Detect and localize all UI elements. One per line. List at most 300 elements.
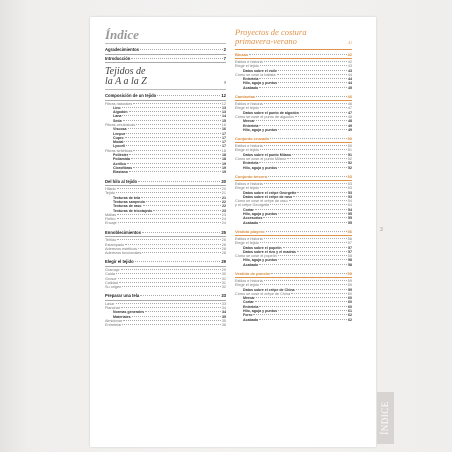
- toc-entry-page: 26: [221, 242, 226, 247]
- toc-entry-label: Lyocell: [113, 144, 126, 149]
- toc-entry-page: 62: [348, 313, 352, 318]
- leader-dots: [278, 70, 347, 71]
- toc-entry-label: Entretela: [243, 161, 259, 166]
- toc-entry-label: Mercar: [243, 296, 255, 301]
- toc-entry-label: Mercar: [243, 119, 255, 124]
- toc-entry-page: 48: [347, 114, 352, 119]
- toc-entry-label: Hilo, aguja y puntos: [243, 127, 278, 132]
- leader-dots: [260, 187, 347, 188]
- leader-dots: [157, 95, 220, 96]
- toc-entry-page: 28: [221, 246, 226, 251]
- leader-dots: [271, 273, 346, 274]
- toc-entry-page: 61: [348, 309, 352, 314]
- side-tab-label: ÍNDICE: [380, 401, 390, 435]
- section-rule: [105, 89, 226, 90]
- toc-entry-page: 47: [347, 106, 352, 111]
- toc-entry-label: Introducción: [105, 55, 131, 61]
- leader-dots: [296, 289, 347, 290]
- toc-entry-label: Cortar: [243, 300, 254, 305]
- toc-entry-page: 17: [222, 131, 226, 136]
- toc-entry-page: 28: [221, 251, 226, 256]
- toc-entry-label: Aderezos estéticos: [105, 246, 138, 251]
- toc-entry[interactable]: [235, 174, 352, 179]
- leader-dots: [124, 141, 221, 142]
- toc-entry-label: Datos sobre el voile: [243, 68, 277, 73]
- toc-entry-label: Estilos e historia: [235, 278, 263, 283]
- toc-entry-label: Su origen: [105, 285, 122, 290]
- section-rule: [235, 58, 352, 59]
- toc-entry-page: 46: [347, 94, 352, 100]
- toc-entry-label: Modal: [113, 140, 124, 145]
- leader-dots: [264, 145, 347, 146]
- toc-entry-page: 29: [221, 259, 226, 265]
- leader-dots: [122, 107, 221, 108]
- toc-entry[interactable]: [105, 323, 226, 327]
- leader-dots: [297, 192, 347, 193]
- leader-dots: [118, 278, 221, 279]
- toc-entry-page: 52: [348, 161, 352, 166]
- toc-entry-label: Calidad: [105, 280, 118, 285]
- toc-entry-page: 54: [347, 203, 352, 208]
- toc-entry-label: Cómo se cose la batista: [235, 72, 276, 77]
- toc-entry-page: 29: [221, 267, 226, 272]
- toc-entry-label: Poliéster: [113, 153, 129, 158]
- toc-entry-label: Fibras celulósicas: [105, 122, 136, 127]
- toc-entry-label: Estampado: [105, 242, 125, 247]
- toc-entry-page: 33: [221, 301, 226, 306]
- leader-dots: [278, 213, 347, 214]
- toc-entry-page: 13: [222, 110, 226, 115]
- toc-entry-page: 18: [222, 157, 226, 162]
- leader-dots: [119, 282, 221, 283]
- toc-entry-label: Texturas de tricotajedo: [113, 208, 153, 213]
- toc-entry-page: 2: [223, 47, 226, 52]
- toc-entry-label: Seda: [113, 118, 122, 123]
- toc-entry-label: Elegir el tejido: [105, 259, 134, 265]
- right-toc-list: [235, 52, 352, 322]
- toc-entry-page: 12: [221, 93, 226, 98]
- toc-entry-page: 46: [347, 102, 352, 107]
- toc-entry-label: Elegir el tejido: [235, 241, 259, 246]
- toc-entry-page: 25: [221, 229, 226, 235]
- leader-dots: [136, 124, 221, 125]
- toc-entry[interactable]: [235, 229, 352, 234]
- leader-dots: [268, 176, 346, 177]
- leader-dots: [142, 232, 220, 233]
- toc-entry-label: Acrílico: [113, 161, 127, 166]
- toc-entry[interactable]: [105, 56, 226, 62]
- toc-entry-label: Estilos e historia: [235, 102, 263, 107]
- toc-entry-page: 19: [222, 165, 226, 170]
- toc-entry-label: Forro: [243, 313, 253, 318]
- toc-entry-label: Cómo se cose el punto Milano: [235, 157, 287, 162]
- toc-entry[interactable]: [105, 230, 226, 236]
- toc-entry-page: 53: [347, 181, 352, 186]
- toc-entry-label: Materiales: [113, 314, 131, 319]
- toc-entry-label: Cómo se cose el punto de algodón: [235, 114, 294, 119]
- leader-dots: [131, 158, 221, 159]
- toc-entry-label: Tejido: [105, 191, 115, 196]
- projects-title-line-1: Proyectos de costura: [235, 27, 307, 37]
- toc-entry-label: Elegir el tejido: [235, 186, 259, 191]
- toc-entry-label: Fibras naturales: [105, 101, 133, 106]
- toc-entry-page: 50: [347, 136, 352, 142]
- toc-entry-page: 42: [347, 60, 352, 64]
- toc-entry-label: Elegir el tejido: [235, 148, 259, 153]
- toc-entry-label: Elegir el tejido: [235, 106, 259, 111]
- toc-entry-label: Clorofibras: [113, 165, 133, 170]
- toc-entry-page: 14: [222, 114, 226, 119]
- leader-dots: [128, 128, 221, 129]
- toc-entry-label: Hilo, aguja y puntos: [243, 212, 278, 217]
- entry-rule: [105, 236, 226, 237]
- toc-entry-page: 24: [221, 221, 226, 226]
- toc-entry-page: 18: [222, 153, 226, 158]
- toc-entry-label: Preparar una tela: [105, 293, 140, 299]
- toc-entry-page: 58: [348, 262, 352, 267]
- leader-dots: [277, 74, 347, 75]
- leader-dots: [143, 205, 222, 206]
- toc-entry-page: 20: [221, 178, 226, 184]
- toc-entry-label: Conjunto cruzado: [235, 136, 269, 142]
- section-title-page: 9: [224, 81, 226, 85]
- leader-dots: [266, 231, 347, 232]
- projects-title-line-2-row: [235, 37, 352, 48]
- toc-entry-label: Datos sobre el crêpe de raso: [243, 194, 293, 199]
- toc-entry-label: Cupro: [113, 135, 124, 140]
- leader-dots: [255, 301, 347, 302]
- section-title-line-2-row: [105, 77, 226, 88]
- projects-title-page: 41: [348, 41, 352, 45]
- toc-entry-page: 17: [222, 135, 226, 140]
- leader-dots: [283, 247, 347, 248]
- toc-entry-label: Acabado: [243, 317, 259, 322]
- leader-dots: [122, 286, 221, 287]
- toc-entry-page: 30: [221, 272, 226, 277]
- toc-entry-label: Caída: [105, 272, 116, 277]
- entry-rule: [105, 300, 226, 301]
- leader-dots: [289, 200, 347, 201]
- leader-dots: [116, 273, 221, 274]
- toc-entry-label: Cómo se cose el crêpe de China: [235, 291, 291, 296]
- toc-entry-page: 44: [348, 77, 352, 82]
- section-rule: [235, 100, 352, 101]
- leader-dots: [127, 163, 221, 164]
- toc-entry-label: Texturas sarqendo: [113, 199, 145, 204]
- toc-entry-label: Datos sobre el punto de algodón: [243, 110, 299, 115]
- leader-dots: [122, 324, 220, 325]
- toc-entry-page: 43: [348, 68, 352, 73]
- toc-entry[interactable]: [105, 47, 226, 53]
- leader-dots: [153, 210, 221, 211]
- toc-entry-label: Composición de un tejido: [105, 93, 157, 98]
- leader-dots: [145, 311, 221, 312]
- leader-dots: [123, 120, 221, 121]
- leader-dots: [142, 252, 220, 253]
- toc-entry-page: 22: [222, 199, 226, 204]
- toc-entry-page: 60: [348, 304, 352, 309]
- entry-rule: [105, 100, 226, 101]
- leader-dots: [249, 54, 346, 55]
- toc-entry-page: 56: [347, 236, 352, 241]
- toc-entry-page: 51: [347, 148, 352, 153]
- toc-entry-page: 55: [348, 212, 352, 217]
- toc-entry-page: 43: [347, 64, 352, 69]
- leader-dots: [278, 82, 347, 83]
- leader-dots: [126, 145, 221, 146]
- leader-dots: [278, 310, 347, 311]
- leader-dots: [140, 49, 223, 50]
- toc-entry-page: 22: [222, 204, 226, 209]
- leader-dots: [264, 280, 347, 281]
- toc-entry[interactable]: [235, 318, 352, 322]
- toc-entry-page: 35: [222, 314, 226, 319]
- toc-entry-label: Datos sobre el popelín: [243, 245, 282, 250]
- toc-entry[interactable]: [235, 136, 352, 141]
- toc-entry-label: Datos sobre el crêpe de China: [243, 287, 295, 292]
- toc-left-column: [105, 28, 226, 328]
- toc-entry-page: 24: [221, 217, 226, 222]
- leader-dots: [138, 181, 220, 182]
- toc-entry-label: Elegir el tejido: [235, 64, 259, 69]
- leader-dots: [131, 58, 222, 59]
- toc-entry-page: 20: [221, 187, 226, 192]
- toc-entry-page: 31: [221, 280, 226, 285]
- toc-entry-page: 31: [221, 276, 226, 281]
- toc-entry-label: Lana: [113, 114, 122, 119]
- toc-entry-label: Fibras sintéticas: [105, 148, 133, 153]
- toc-entry-page: 53: [347, 173, 352, 179]
- leader-dots: [278, 259, 347, 260]
- section-rule: [235, 235, 352, 236]
- leader-dots: [117, 218, 221, 219]
- leader-dots: [138, 248, 221, 249]
- leader-dots: [287, 158, 347, 159]
- leader-dots: [278, 255, 347, 256]
- toc-entry[interactable]: [105, 259, 226, 265]
- leader-dots: [256, 297, 347, 298]
- section-title: [105, 67, 226, 88]
- toc-entry-label: Estilos e historia: [235, 60, 263, 64]
- leader-dots: [259, 319, 347, 320]
- toc-entry-page: 7: [223, 55, 226, 61]
- leader-dots: [129, 111, 221, 112]
- toc-entry-label: Acabado: [243, 262, 259, 267]
- toc-entry[interactable]: [105, 293, 226, 299]
- toc-entry-page: 53: [348, 190, 352, 195]
- leader-dots: [259, 306, 347, 307]
- index-title: Índice: [105, 27, 139, 42]
- toc-entry-label: Texturas de raso: [113, 204, 142, 209]
- toc-entry-page: 19: [222, 161, 226, 166]
- leader-dots: [133, 150, 220, 151]
- leader-dots: [117, 214, 221, 215]
- toc-entry-page: 50: [347, 144, 352, 149]
- section-rule: [235, 180, 352, 181]
- toc-entry-label: Hilo, aguja y puntos: [243, 309, 278, 314]
- toc-entry-page: 60: [348, 296, 352, 301]
- toc-entry-page: 57: [348, 249, 352, 254]
- toc-entry-page: 47: [348, 110, 352, 115]
- leader-dots: [260, 242, 347, 243]
- toc-entry-page: 49: [348, 127, 352, 132]
- toc-entry-page: 59: [347, 270, 352, 276]
- toc-entry-page: 33: [221, 293, 226, 299]
- leader-dots: [255, 209, 347, 210]
- toc-entry-label: Conjunto tercero: [235, 173, 268, 179]
- toc-entry[interactable]: [235, 94, 352, 99]
- toc-entry-page: 16: [221, 122, 226, 127]
- leader-dots: [121, 307, 221, 308]
- toc-entry-label: Algodón: [113, 110, 128, 115]
- leader-dots: [264, 238, 347, 239]
- toc-entry-page: 45: [348, 85, 352, 90]
- toc-entry-label: Blusas: [235, 52, 249, 57]
- leader-dots: [253, 314, 347, 315]
- section-rule: [235, 277, 352, 278]
- toc-right-column: [235, 28, 352, 322]
- toc-entry[interactable]: [235, 52, 352, 57]
- toc-entry-label: Entretela: [243, 77, 259, 82]
- toc-entry-page: 12: [221, 101, 226, 106]
- toc-entry-label: Agradecimientos: [105, 47, 139, 52]
- leader-dots: [259, 264, 347, 265]
- toc-entry-label: Lavar: [105, 301, 115, 306]
- leader-dots: [292, 154, 347, 155]
- toc-entry-page: 51: [348, 152, 352, 157]
- toc-entry-page: 49: [348, 123, 352, 128]
- leader-dots: [260, 284, 347, 285]
- toc-entry-page: 59: [348, 287, 352, 292]
- toc-entry[interactable]: [235, 271, 352, 276]
- section-title-line-2: la A a la Z: [105, 76, 147, 87]
- toc-entry-page: 60: [348, 300, 352, 305]
- toc-entry-page: 60: [347, 291, 352, 296]
- toc-entry-page: 53: [347, 186, 352, 191]
- toc-entry-page: 34: [222, 310, 226, 315]
- toc-entry[interactable]: [105, 179, 226, 185]
- toc-entry-page: 42: [347, 52, 352, 57]
- toc-entry-label: Teñido: [105, 238, 117, 243]
- toc-entry-label: Hilo, aguja y puntos: [243, 258, 278, 263]
- leader-dots: [260, 149, 347, 150]
- toc-entry-label: Normas generales: [113, 310, 145, 315]
- projects-title: [235, 28, 352, 48]
- projects-rule: [235, 49, 352, 50]
- toc-entry-page: 34: [221, 306, 226, 311]
- toc-entry-label: Entretela: [243, 304, 259, 309]
- toc-entry-page: 58: [347, 254, 352, 259]
- section-title-line-1: Tejidos de: [105, 66, 146, 77]
- toc-entry-page: 58: [348, 258, 352, 263]
- toc-entry-page: 59: [347, 278, 352, 283]
- leader-dots: [270, 204, 346, 205]
- toc-entry-page: 26: [221, 238, 226, 243]
- title-rule: [105, 43, 226, 44]
- left-toc-list: [105, 93, 226, 328]
- toc-entry-label: Datos sobre el crêpe Georgette: [243, 190, 297, 195]
- toc-entry-page: 23: [222, 208, 226, 213]
- toc-entry[interactable]: [105, 93, 226, 99]
- section-rule: [235, 142, 352, 143]
- toc-entry-label: Grosor: [105, 276, 117, 281]
- toc-entry-label: Lino: [113, 105, 121, 110]
- toc-entry-label: Datos sobre el rizo y el madrás: [243, 249, 296, 254]
- toc-entry-label: Almidonar: [105, 319, 123, 324]
- toc-entry-page: 18: [221, 148, 226, 153]
- leader-dots: [141, 197, 221, 198]
- leader-dots: [129, 154, 221, 155]
- toc-entry-label: Acabado: [243, 220, 259, 225]
- leader-dots: [295, 116, 347, 117]
- leader-dots: [116, 303, 221, 304]
- toc-entry-page: 13: [222, 105, 226, 110]
- toc-entry-label: Datos sobre el punto Milano: [243, 152, 292, 157]
- toc-entry-page: 57: [348, 245, 352, 250]
- leader-dots: [297, 251, 347, 252]
- leader-dots: [260, 65, 347, 66]
- leader-dots: [259, 87, 347, 88]
- toc-entry-label: Cómo se cose el popelín: [235, 254, 277, 259]
- toc-entry-page: 44: [347, 72, 352, 77]
- leader-dots: [278, 129, 347, 130]
- toc-entry-page: 44: [348, 81, 352, 86]
- leader-dots: [259, 222, 347, 223]
- toc-entry-page: 17: [222, 144, 226, 149]
- leader-dots: [293, 196, 347, 197]
- leader-dots: [125, 137, 221, 138]
- leader-dots: [133, 167, 221, 168]
- leader-dots: [256, 120, 347, 121]
- toc-entry-label: Elastano: [113, 170, 128, 175]
- toc-entry-page: 36: [221, 323, 226, 328]
- toc-entry-label: Mallas: [105, 212, 116, 217]
- leader-dots: [259, 162, 347, 163]
- leader-dots: [278, 167, 347, 168]
- toc-entry-label: Del hilo al tejido: [105, 178, 138, 184]
- leader-dots: [263, 217, 347, 218]
- toc-entry-label: Ennoblecimientos: [105, 229, 142, 235]
- leader-dots: [117, 239, 221, 240]
- leader-dots: [123, 320, 221, 321]
- toc-entry-page: 16: [222, 127, 226, 132]
- toc-entry-label: Texturas de tela: [113, 195, 141, 200]
- toc-entry-page: 52: [348, 165, 352, 170]
- toc-entry-page: 48: [348, 119, 352, 124]
- toc-entry-label: Estilos e historia: [235, 144, 263, 149]
- leader-dots: [264, 183, 347, 184]
- toc-entry-page: 55: [348, 220, 352, 225]
- leader-dots: [270, 138, 347, 139]
- toc-entry-label: Hilo, aguja y puntos: [243, 81, 278, 86]
- leader-dots: [146, 201, 221, 202]
- top-entries: [105, 47, 226, 63]
- toc-entry-page: 15: [222, 118, 226, 123]
- toc-entry-page: 54: [348, 207, 352, 212]
- toc-entry-label: Acabado: [243, 85, 259, 90]
- toc-entry-label: Estilos e historia: [235, 181, 263, 186]
- toc-entry-page: 62: [348, 317, 352, 322]
- toc-entry-label: Estilos e historia: [235, 236, 263, 241]
- index-side-tab: [377, 392, 394, 444]
- toc-entry-label: Elegir el tejido: [235, 283, 259, 288]
- toc-entry-page: 55: [348, 216, 352, 221]
- toc-entry-label: Viscosa: [113, 127, 127, 132]
- leader-dots: [264, 103, 347, 104]
- toc-entry-label: Vestido de ponche: [235, 270, 271, 276]
- leader-dots: [259, 78, 347, 79]
- toc-entry-label: Fieltro: [105, 217, 116, 222]
